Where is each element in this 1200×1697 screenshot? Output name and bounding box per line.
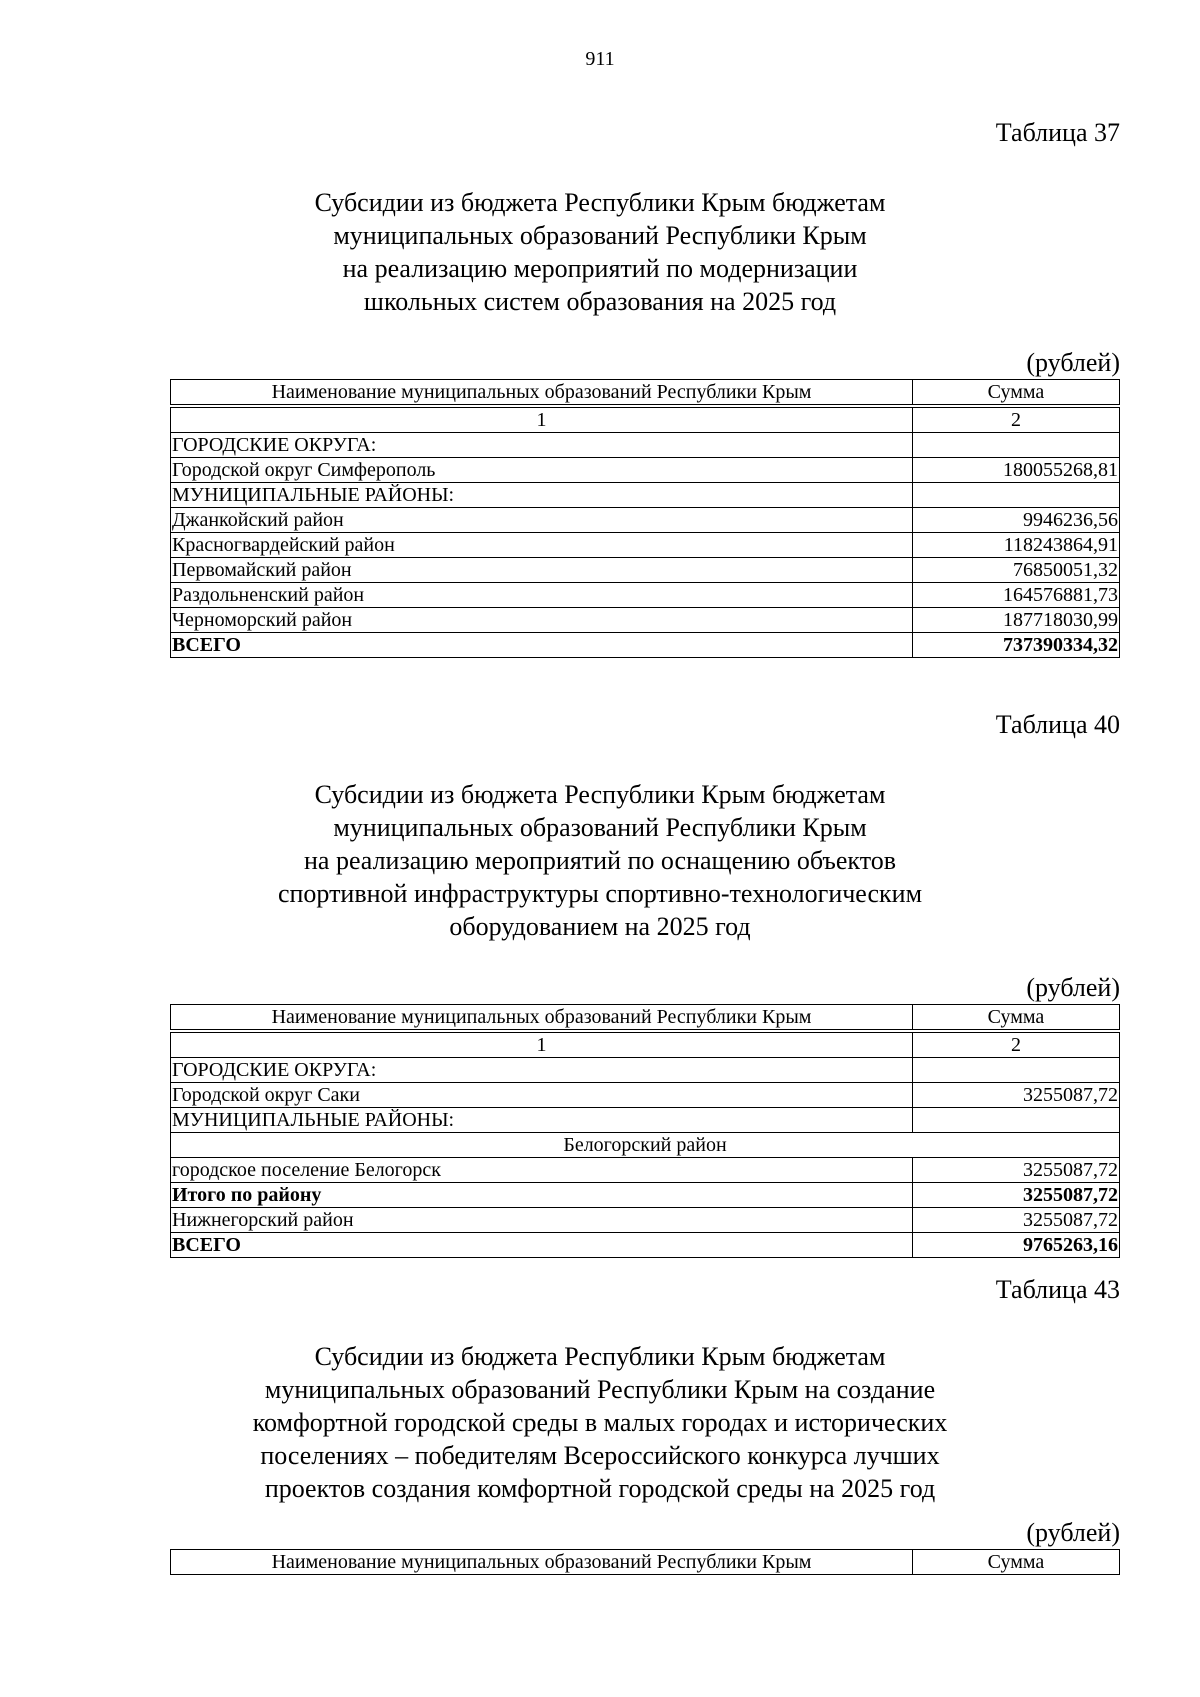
row-amount: 3255087,72: [913, 1208, 1120, 1233]
row-name: Городской округ Симферополь: [171, 458, 913, 483]
district-header: Белогорский район: [171, 1133, 1120, 1158]
page-number: 911: [585, 48, 615, 70]
row-name: Раздольненский район: [171, 583, 913, 608]
title-line: муниципальных образований Республики Крым: [333, 221, 867, 250]
row-name: Первомайский район: [171, 558, 913, 583]
header-name: Наименование муниципальных образований Республики Крым: [171, 1550, 913, 1575]
row-name: ГОРОДСКИЕ ОКРУГА:: [171, 433, 913, 458]
district-header-row: [171, 1133, 1120, 1158]
subtotal-row: [171, 1183, 1120, 1208]
row-amount: 76850051,32: [913, 558, 1120, 583]
row-name: Джанкойский район: [171, 508, 913, 533]
total-row: [171, 633, 1120, 658]
row-amount: 9946236,56: [913, 508, 1120, 533]
table-37: [170, 379, 1120, 658]
table-row: [171, 608, 1120, 633]
table-37-label: Таблица 37: [995, 118, 1120, 147]
row-name: ГОРОДСКИЕ ОКРУГА:: [171, 1058, 913, 1083]
column-number-1: 1: [171, 1033, 913, 1058]
title-line: проектов создания комфортной городской среды на 2025 год: [264, 1474, 936, 1503]
header-name: Наименование муниципальных образований Республики Крым: [171, 380, 913, 405]
header-sum: Сумма: [913, 1550, 1120, 1575]
row-name: городское поселение Белогорск: [171, 1158, 913, 1183]
table-43-title: [150, 1340, 1050, 1505]
row-amount: 180055268,81: [913, 458, 1120, 483]
table-row: [171, 533, 1120, 558]
header-row: [171, 1005, 1120, 1030]
title-line: школьных систем образования на 2025 год: [363, 287, 837, 316]
table-row: [171, 558, 1120, 583]
table-row: [171, 1158, 1120, 1183]
header-sum: Сумма: [913, 380, 1120, 405]
table-37-units: (рублей): [1026, 348, 1120, 377]
row-name: Черноморский район: [171, 608, 913, 633]
table-40-title: [150, 778, 1050, 943]
title-line: комфортной городской среды в малых городах и исторических: [252, 1408, 948, 1437]
row-name: МУНИЦИПАЛЬНЫЕ РАЙОНЫ:: [171, 1108, 913, 1133]
column-number-2: 2: [913, 1033, 1120, 1058]
row-amount: [913, 1058, 1120, 1083]
row-name: Нижнегорский район: [171, 1208, 913, 1233]
total-label: ВСЕГО: [171, 1233, 913, 1258]
row-amount: [913, 1108, 1120, 1133]
row-amount: [913, 483, 1120, 508]
subtotal-label: Итого по району: [171, 1183, 913, 1208]
row-name: МУНИЦИПАЛЬНЫЕ РАЙОНЫ:: [171, 483, 913, 508]
table-43-label: Таблица 43: [995, 1275, 1120, 1304]
header-sum: Сумма: [913, 1005, 1120, 1030]
title-line: Субсидии из бюджета Республики Крым бюджетам: [314, 780, 886, 809]
table-row: [171, 483, 1120, 508]
column-number-row: [171, 408, 1120, 433]
title-line: спортивной инфраструктуры спортивно-технологическим: [277, 879, 923, 908]
header-row: [171, 1550, 1120, 1575]
table-40: [170, 1004, 1120, 1258]
table-row: [171, 433, 1120, 458]
total-label: ВСЕГО: [171, 633, 913, 658]
table-row: [171, 508, 1120, 533]
table-43-units: (рублей): [1026, 1518, 1120, 1547]
total-amount: 9765263,16: [913, 1233, 1120, 1258]
table-row: [171, 1058, 1120, 1083]
column-number-1: 1: [171, 408, 913, 433]
header-name: Наименование муниципальных образований Республики Крым: [171, 1005, 913, 1030]
row-amount: [913, 433, 1120, 458]
subtotal-amount: 3255087,72: [913, 1183, 1120, 1208]
header-row: [171, 380, 1120, 405]
table-row: [171, 1208, 1120, 1233]
row-amount: 3255087,72: [913, 1158, 1120, 1183]
column-number-row: [171, 1033, 1120, 1058]
row-amount: 3255087,72: [913, 1083, 1120, 1108]
row-name: Городской округ Саки: [171, 1083, 913, 1108]
table-43: [170, 1549, 1120, 1575]
title-line: Субсидии из бюджета Республики Крым бюджетам: [314, 1342, 886, 1371]
table-row: [171, 1108, 1120, 1133]
title-line: Субсидии из бюджета Республики Крым бюджетам: [314, 188, 886, 217]
table-40-units: (рублей): [1026, 973, 1120, 1002]
table-row: [171, 458, 1120, 483]
column-number-2: 2: [913, 408, 1120, 433]
title-line: на реализацию мероприятий по оснащению объектов: [303, 846, 897, 875]
table-row: [171, 1083, 1120, 1108]
total-amount: 737390334,32: [913, 633, 1120, 658]
row-amount: 118243864,91: [913, 533, 1120, 558]
title-line: муниципальных образований Республики Крым на создание: [264, 1375, 936, 1404]
row-amount: 187718030,99: [913, 608, 1120, 633]
title-line: поселениях – победителям Всероссийского конкурса лучших: [260, 1441, 940, 1470]
title-line: на реализацию мероприятий по модернизации: [342, 254, 858, 283]
title-line: муниципальных образований Республики Крым: [333, 813, 867, 842]
title-line: оборудованием на 2025 год: [449, 912, 751, 941]
row-name: Красногвардейский район: [171, 533, 913, 558]
table-40-label: Таблица 40: [995, 710, 1120, 739]
table-37-title: [150, 186, 1050, 318]
table-row: [171, 583, 1120, 608]
total-row: [171, 1233, 1120, 1258]
row-amount: 164576881,73: [913, 583, 1120, 608]
